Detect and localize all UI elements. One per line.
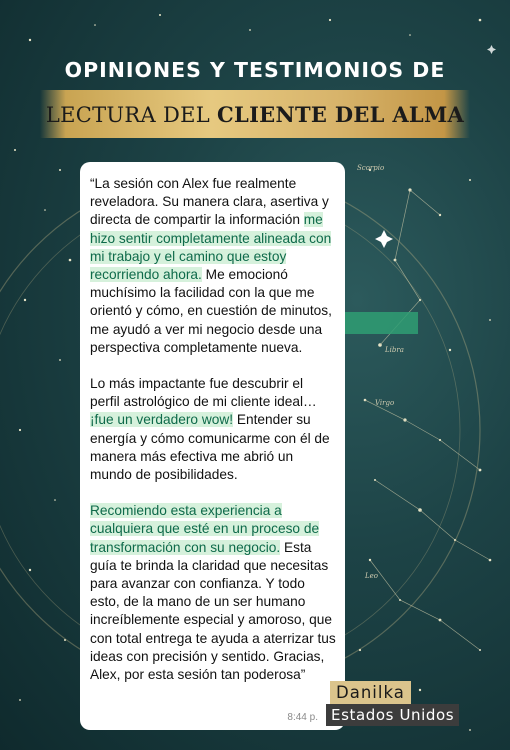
p1-text-a: “La sesión con Alex fue realmente reveladora. Su manera clara, asertiva y directa de compartir la información [90, 176, 329, 228]
title-line-2 [46, 102, 464, 127]
title-banner [40, 90, 470, 138]
author-country-tag: Estados Unidos [326, 704, 459, 726]
p3-text-b: Esta guía te brinda la claridad que necesitas para avanzar con confianza. Y todo esto, de la mano de un ser humano increíblemente especial y amoroso, que con total entrega te ayuda a aterrizar tus ideas con precisión y sentido. Gracias, Alex, por esta sesión tan poderosa” [90, 539, 336, 683]
testimonial-paragraph-3 [90, 502, 336, 684]
title-line-1: OPINIONES Y TESTIMONIOS DE [64, 58, 446, 82]
p1-text-b: Me emocionó muchísimo la facilidad con la que me orientó y cómo, en cuestión de minutos, me ayudó a ver mi negocio desde una perspectiva completamente nueva. [90, 267, 332, 355]
p2-text-b: Entender su energía y cómo comunicarme con él de manera más efectiva me abrió un mundo de posibilidades. [90, 412, 330, 483]
testimonial-paragraph-1 [90, 175, 336, 357]
p3-highlight: Recomiendo esta experiencia a cualquiera que esté en un proceso de transformación con su negocio. [90, 503, 320, 555]
zodiac-label-virgo: Virgo [375, 399, 395, 407]
zodiac-label-scorpio: Scorpio [357, 164, 385, 172]
title-line-2-plain: LECTURA DEL [45, 102, 210, 127]
testimonial-paragraph-2 [90, 375, 336, 484]
zodiac-label-leo: Leo [365, 572, 379, 580]
zodiac-label-libra: Libra [385, 346, 404, 354]
p2-highlight: ¡fue un verdadero wow! [90, 412, 234, 428]
green-accent-bar [345, 312, 418, 334]
author-name-tag: Danilka [330, 681, 411, 705]
message-timestamp: 8:44 p. [287, 712, 318, 723]
p1-highlight: me hizo sentir completamente alineada con mi trabajo y el camino que estoy recorriendo ahora. [90, 212, 332, 283]
testimonial-message-card [80, 162, 345, 730]
p2-text-a: Lo más impactante fue descubrir el perfil astrológico de mi cliente ideal… [90, 376, 317, 410]
title-line-2-bold: CLIENTE DEL ALMA [216, 101, 465, 127]
